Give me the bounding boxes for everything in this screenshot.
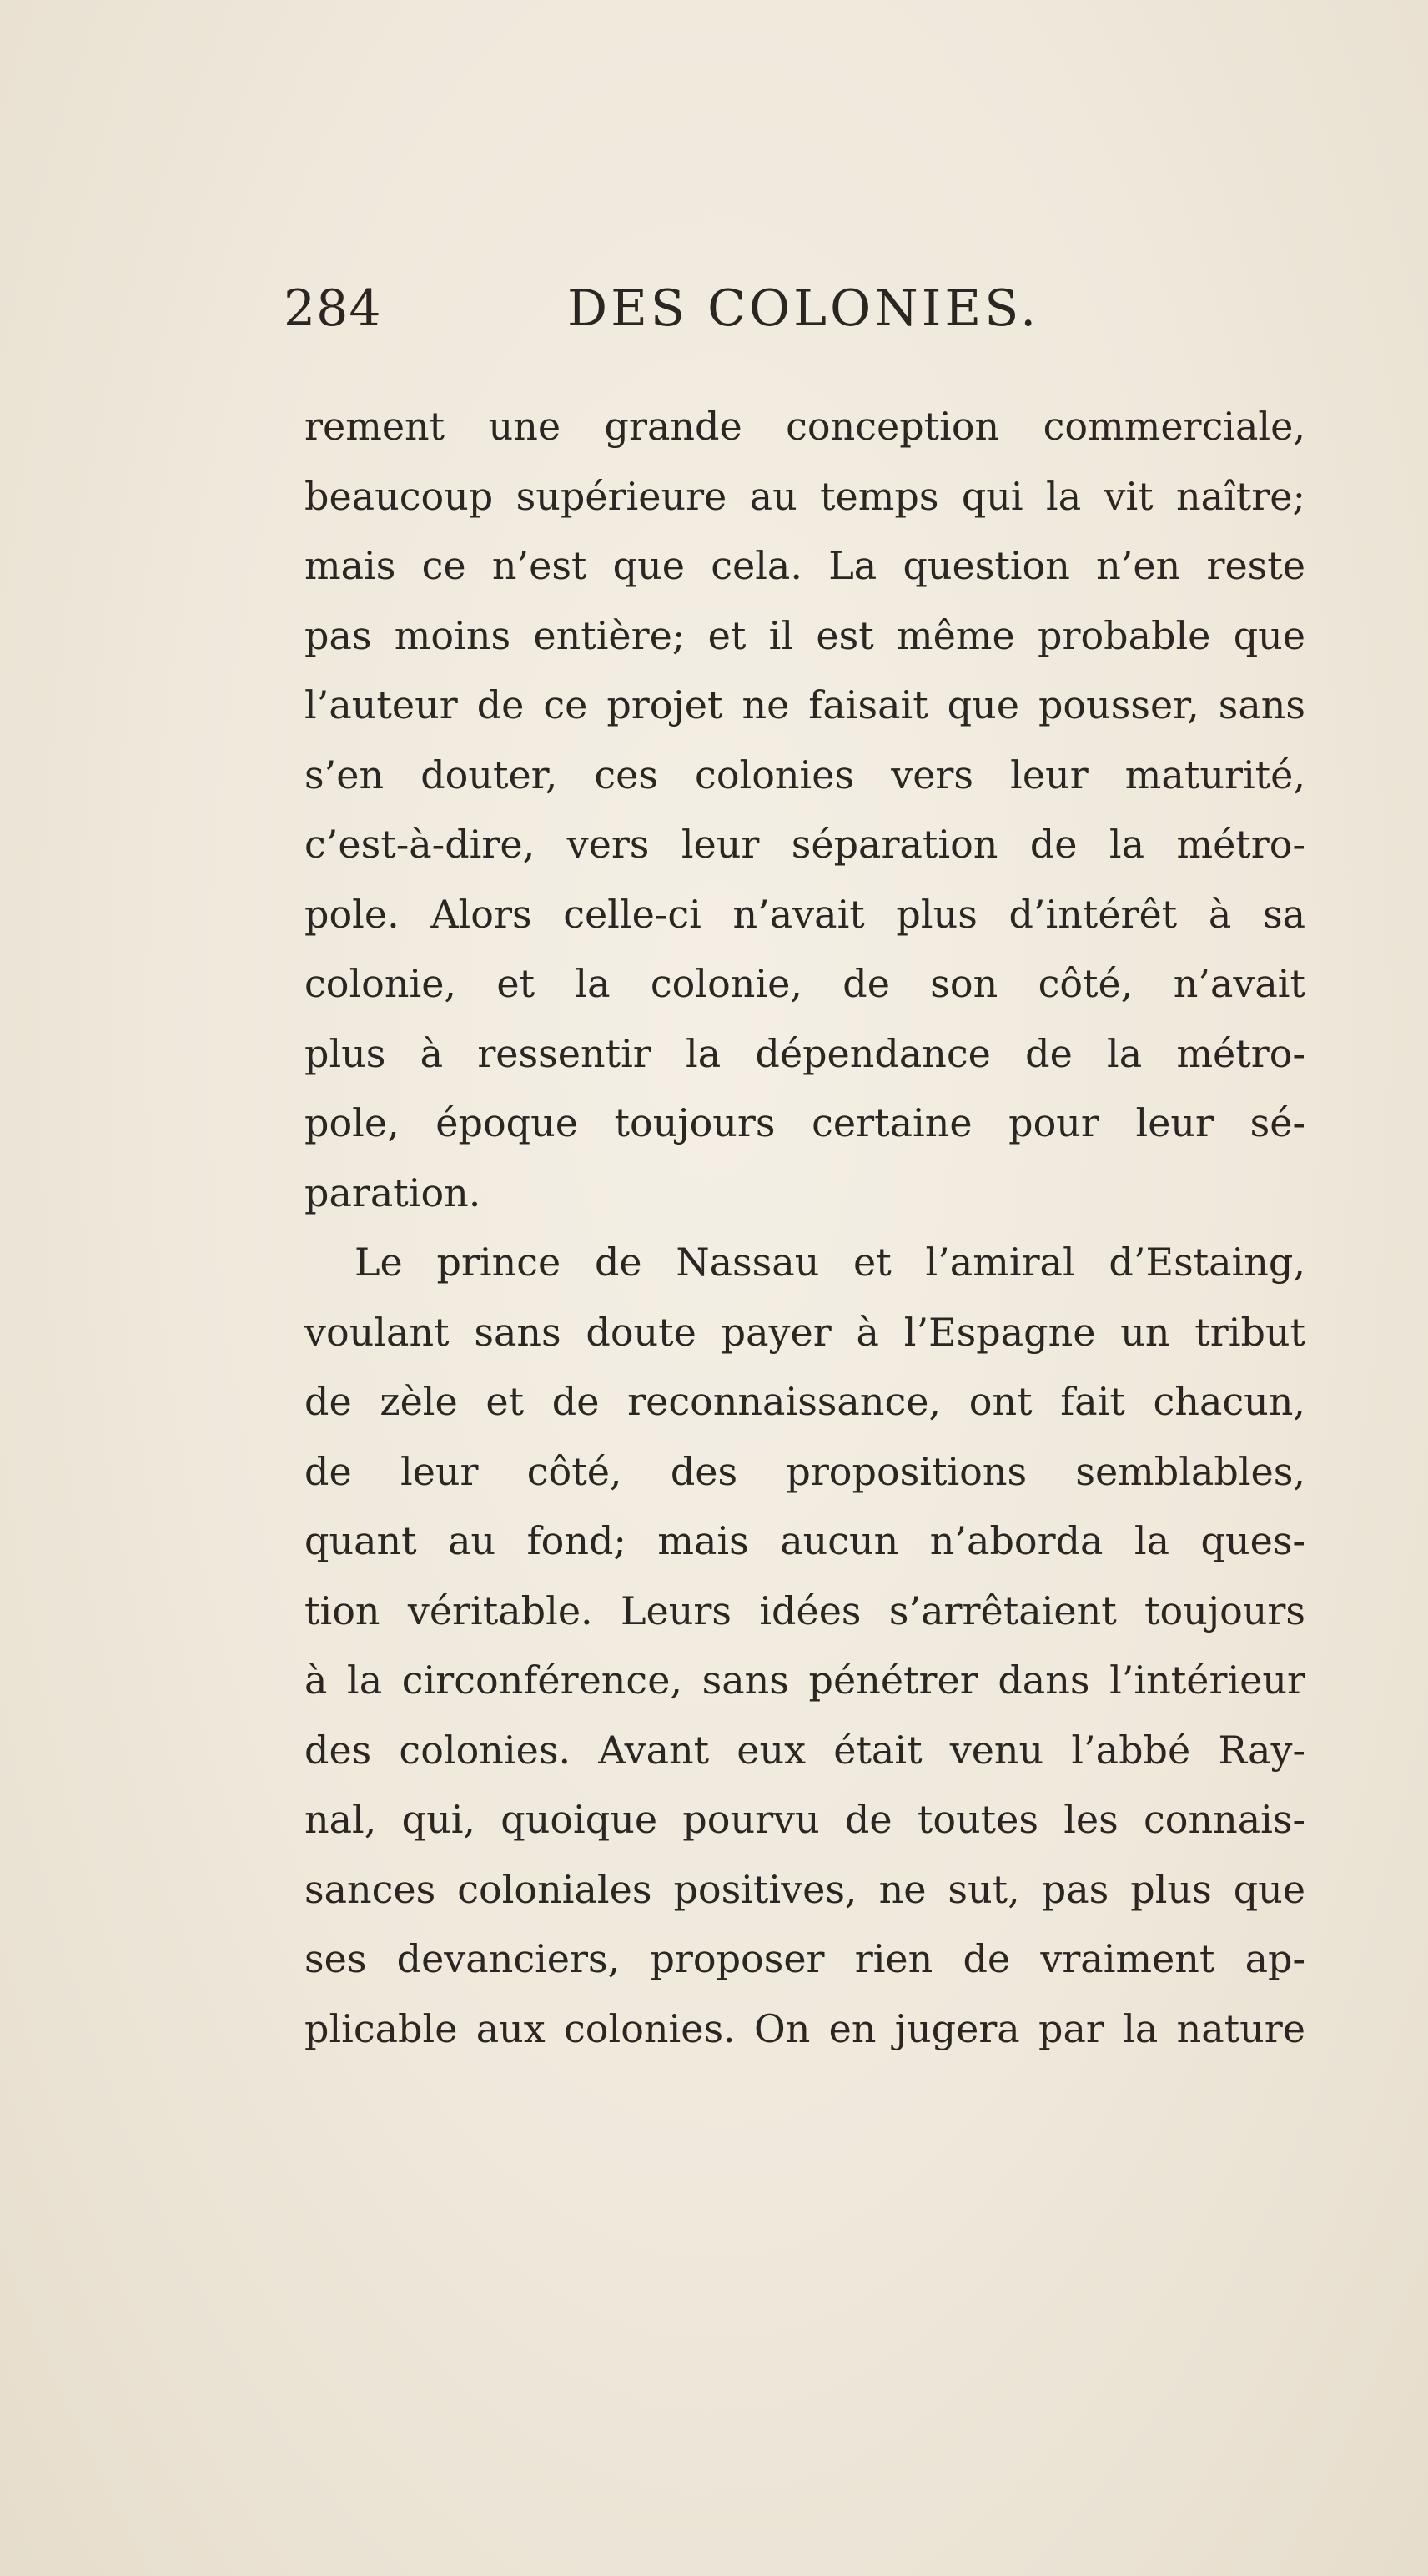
paragraph-end-line: paration. [304,1170,481,1215]
text-line: voulant sans doute payer à l’Espagne un tribut [304,1309,1305,1355]
text-line: de zèle et de reconnaissance, ont fait chacun, [304,1379,1305,1424]
text-line: beaucoup supérieure au temps qui la vit naître; [304,473,1305,519]
text-line: sances coloniales positives, ne sut, pas plus que [304,1866,1305,1912]
text-line: rement une grande conception commerciale, [304,404,1305,449]
text-line: l’auteur de ce projet ne faisait que pousser, sans [304,682,1305,727]
text-line: c’est-à-dire, vers leur séparation de la métro- [304,822,1305,867]
text-line: pole. Alors celle-ci n’avait plus d’intérêt à sa [304,891,1305,937]
text-line: mais ce n’est que cela. La question n’en reste [304,543,1305,588]
page-number: 284 [284,279,382,338]
text-line: s’en douter, ces colonies vers leur maturité, [304,752,1305,797]
text-line: ses devanciers, proposer rien de vraiment ap- [304,1936,1305,1981]
text-line: pole, époque toujours certaine pour leur sé- [304,1100,1305,1145]
body-text [304,392,1305,2064]
page-header [284,279,1318,355]
text-line: quant au fond; mais aucun n’aborda la ques- [304,1518,1305,1563]
text-line: des colonies. Avant eux était venu l’abbé Ray- [304,1727,1305,1773]
text-line: plus à ressentir la dépendance de la métro- [304,1030,1305,1076]
paragraph-start-line: Le prince de Nassau et l’amiral d’Estaing, [354,1240,1305,1285]
text-line: à la circonférence, sans pénétrer dans l’intérieur [304,1658,1305,1703]
text-line: pas moins entière; et il est même probable que [304,612,1305,658]
text-line: nal, qui, quoique pourvu de toutes les connais- [304,1797,1305,1842]
running-title: DES COLONIES. [567,279,1040,338]
text-line: plicable aux colonies. On en jugera par la nature [304,2005,1305,2051]
text-line: tion véritable. Leurs idées s’arrêtaient toujours [304,1587,1305,1633]
text-line: colonie, et la colonie, de son côté, n’avait [304,961,1305,1006]
text-line: de leur côté, des propositions semblables, [304,1448,1305,1494]
